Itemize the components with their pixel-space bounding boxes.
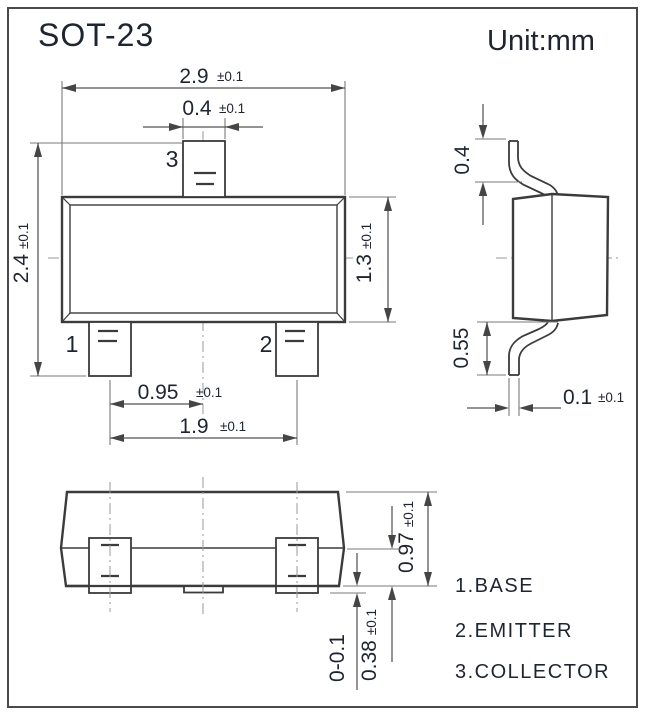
dim-tolerance: ±0.1 xyxy=(219,101,246,116)
dim-tolerance: ±0.1 xyxy=(217,69,244,84)
pin3-number: 3 xyxy=(165,146,179,172)
legend-item-collector: 3.COLLECTOR xyxy=(455,661,611,683)
dim-text: 0.4 xyxy=(451,145,474,175)
dim-tolerance: ±0.1 xyxy=(196,385,223,400)
legend-item-base: 1.BASE xyxy=(455,575,535,597)
side-body xyxy=(513,194,608,321)
dim-text: 1.3±0.1 xyxy=(353,222,376,284)
body-inner-rect xyxy=(70,205,337,313)
pin3-lead-top xyxy=(183,141,225,197)
dim-value: 2.9 xyxy=(179,65,209,88)
unit-label: Unit:mm xyxy=(487,25,595,57)
pin1-number: 1 xyxy=(65,331,79,357)
pin2-lead-top xyxy=(276,322,318,376)
legend-item-emitter: 2.EMITTER xyxy=(455,620,573,642)
dim-text: 2.4±0.1 xyxy=(10,222,33,284)
dim-text: 0.55 xyxy=(450,327,473,369)
dim-tolerance: ±0.1 xyxy=(598,390,625,405)
page-title: SOT-23 xyxy=(38,17,155,53)
dim-value: 0.4 xyxy=(182,97,212,120)
dim-text: 0.38±0.1 xyxy=(358,608,381,682)
dim-value: 0.1 xyxy=(563,386,593,409)
pin1-lead-top xyxy=(89,322,131,376)
package-body-top xyxy=(62,197,345,322)
dim-value: 1.9 xyxy=(179,415,209,438)
dim-text: 0-0.1 xyxy=(326,634,349,682)
dim-text: 0.97±0.1 xyxy=(395,500,418,574)
dim-tolerance: ±0.1 xyxy=(220,419,247,434)
dim-value: 0.95 xyxy=(137,381,179,404)
pin2-number: 2 xyxy=(259,331,273,357)
